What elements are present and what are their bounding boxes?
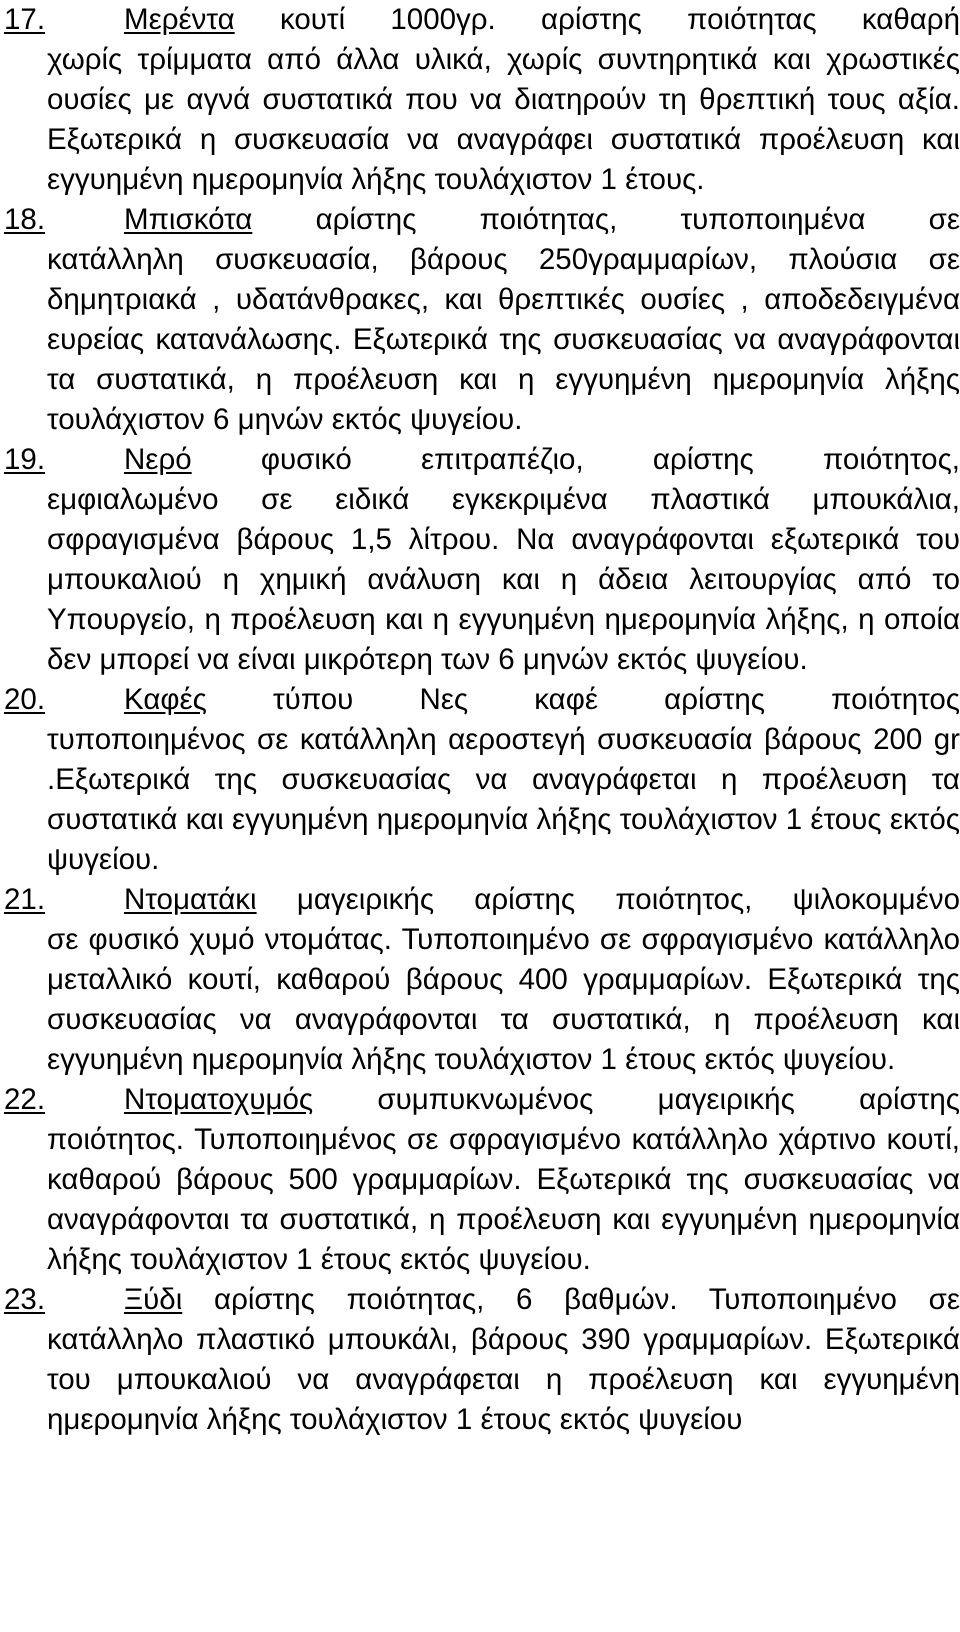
- item-name: Μπισκότα: [124, 203, 253, 236]
- item-number: 19.: [4, 443, 46, 476]
- item-first-line: [4, 0, 960, 40]
- item-first-line: [4, 1080, 960, 1120]
- item-lead: αρίστης ποιότητας, 6 βαθμών. Τυποποιημένο σε: [214, 1283, 960, 1316]
- item-lead: μαγειρικής αρίστης ποιότητος, ψιλοκομμένο: [296, 883, 960, 916]
- item-first-line: [4, 680, 960, 720]
- item-first-line: [4, 440, 960, 480]
- item-lead: κουτί 1000γρ. αρίστης ποιότητας καθαρή: [279, 3, 960, 36]
- list-item: [4, 0, 960, 200]
- list-item: [4, 1080, 960, 1280]
- list-item: [4, 680, 960, 880]
- item-lead: αρίστης ποιότητας, τυποποιημένα σε: [315, 203, 960, 236]
- item-first-line: [4, 1280, 960, 1320]
- item-body: κατάλληλο πλαστικό μπουκάλι, βάρους 390 γραμμαρίων. Εξωτερικά του μπουκαλιού να αναγράφεται η προέλευση και εγγυημένη ημερομηνία λήξης τουλάχιστον 1 έτους εκτός ψυγείου: [47, 1323, 960, 1436]
- item-body: τυποποιημένος σε κατάλληλη αεροστεγή συσκευασία βάρους 200 gr .Εξωτερικά της συσκευασίας να αναγράφεται η προέλευση τα συστατικά και εγγυημένη ημερομηνία λήξης τουλάχιστον 1 έτους εκτός ψυγείου.: [47, 723, 960, 876]
- item-number: 21.: [4, 883, 46, 916]
- item-body: ποιότητος. Τυποποιημένος σε σφραγισμένο κατάλληλο χάρτινο κουτί, καθαρού βάρους 500 γραμμαρίων. Εξωτερικά της συσκευασίας να αναγράφονται τα συστατικά, η προέλευση και εγγυημένη ημερομηνία λήξης τουλάχιστον 1 έτους εκτός ψυγείου.: [47, 1123, 960, 1276]
- item-number: 22.: [4, 1083, 46, 1116]
- item-number: 20.: [4, 683, 46, 716]
- item-name: Νερό: [124, 443, 192, 476]
- item-first-line: [4, 200, 960, 240]
- item-lead: φυσικό επιτραπέζιο, αρίστης ποιότητος,: [260, 443, 960, 476]
- item-body: εμφιαλωμένο σε ειδικά εγκεκριμένα πλαστικά μπουκάλια, σφραγισμένα βάρους 1,5 λίτρου. Να αναγράφονται εξωτερικά του μπουκαλιού η χημική ανάλυση και η άδεια λειτουργίας από το Υπουργείο, η προέλευση και η εγγυημένη ημερομηνία λήξης, η οποία δεν μπορεί να είναι μικρότερη των 6 μηνών εκτός ψυγείου.: [47, 483, 960, 676]
- item-body: σε φυσικό χυμό ντομάτας. Τυποποιημένο σε σφραγισμένο κατάλληλο μεταλλικό κουτί, καθαρού βάρους 400 γραμμαρίων. Εξωτερικά της συσκευασίας να αναγράφονται τα συστατικά, η προέλευση και εγγυημένη ημερομηνία λήξης τουλάχιστον 1 έτους εκτός ψυγείου.: [47, 923, 960, 1076]
- list-item: [4, 200, 960, 440]
- item-name: Ντοματάκι: [124, 883, 257, 916]
- item-number: 23.: [4, 1283, 46, 1316]
- document-page: [4, 0, 960, 1440]
- item-lead: συμπυκνωμένος μαγειρικής αρίστης: [377, 1083, 960, 1116]
- item-number: 18.: [4, 203, 46, 236]
- item-body: χωρίς τρίμματα από άλλα υλικά, χωρίς συντηρητικά και χρωστικές ουσίες με αγνά συστατικά που να διατηρούν τη θρεπτική τους αξία. Εξωτερικά η συσκευασία να αναγράφει συστατικά προέλευση και εγγυημένη ημερομηνία λήξης τουλάχιστον 1 έτους.: [47, 43, 960, 196]
- item-name: Καφές: [124, 683, 207, 716]
- item-name: Μερέντα: [124, 3, 235, 36]
- list-item: [4, 440, 960, 680]
- item-number: 17.: [4, 3, 46, 36]
- item-name: Ξύδι: [124, 1283, 183, 1316]
- item-name: Ντοματοχυμός: [124, 1083, 314, 1116]
- item-body: κατάλληλη συσκευασία, βάρους 250γραμμαρίων, πλούσια σε δημητριακά , υδατάνθρακες, και θρεπτικές ουσίες , αποδεδειγμένα ευρείας κατανάλωσης. Εξωτερικά της συσκευασίας να αναγράφονται τα συστατικά, η προέλευση και η εγγυημένη ημερομηνία λήξης τουλάχιστον 6 μηνών εκτός ψυγείου.: [47, 243, 960, 436]
- item-lead: τύπου Νες καφέ αρίστης ποιότητος: [273, 683, 960, 716]
- list-item: [4, 1280, 960, 1440]
- item-first-line: [4, 880, 960, 920]
- list-item: [4, 880, 960, 1080]
